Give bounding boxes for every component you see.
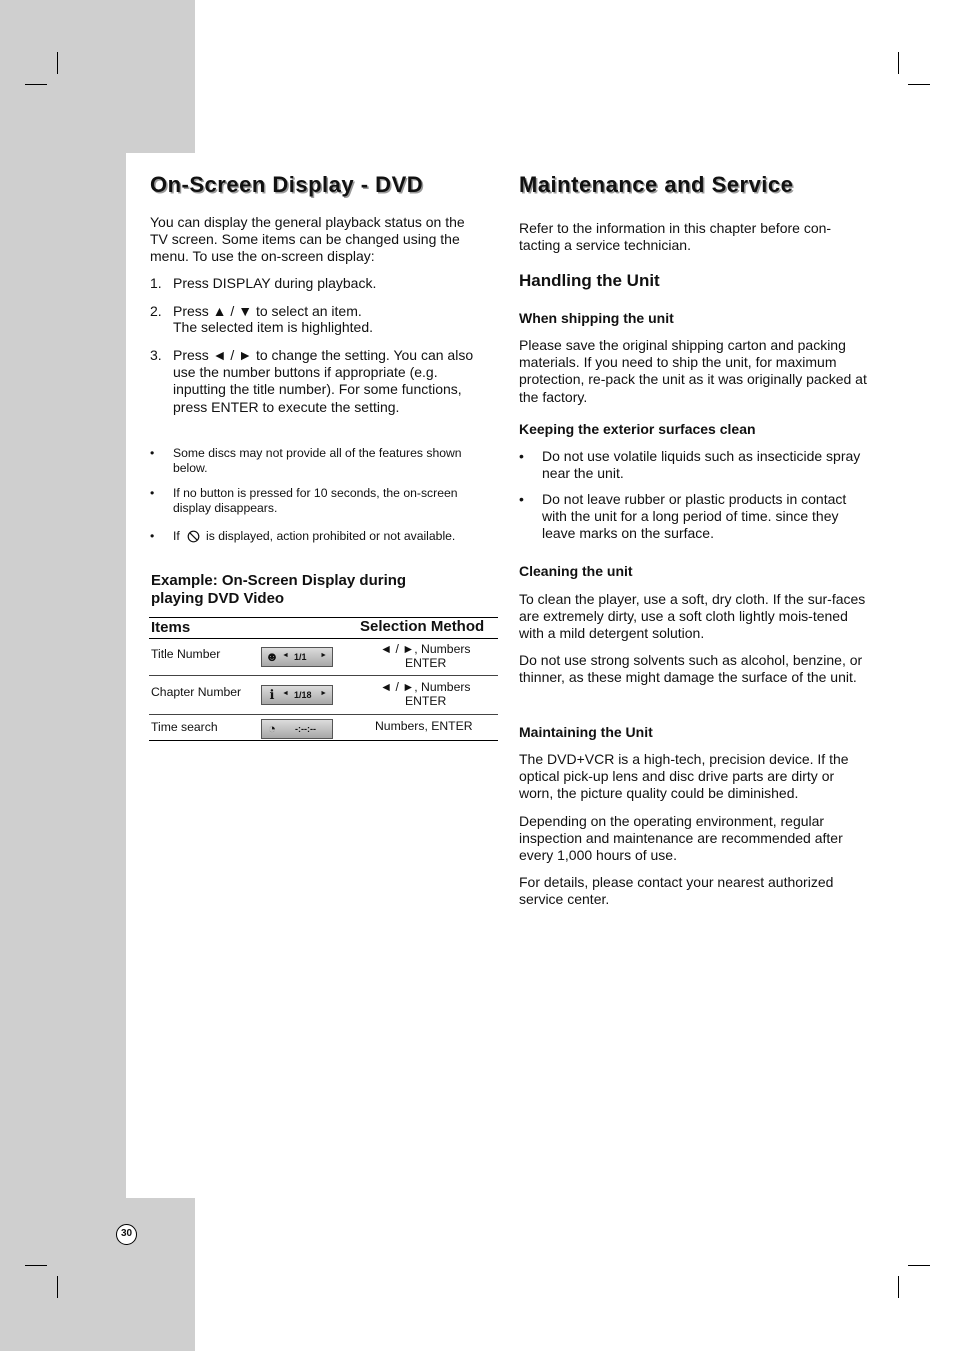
arrow-left-icon: ◄ — [282, 690, 289, 697]
cleaning-title: Cleaning the unit — [519, 563, 633, 579]
step-text: Press ◄ / ► to change the setting. You can also use the number buttons if appropriate (e.g. inputting the title number). For some functions, press ENTER to execute the setting. — [173, 347, 474, 415]
crop-mark — [25, 1265, 47, 1266]
maintaining-title: Maintaining the Unit — [519, 724, 653, 740]
crop-mark — [898, 1276, 899, 1298]
table-item: Chapter Number — [151, 685, 242, 699]
maintaining-text: The DVD+VCR is a high-tech, precision device. If the optical pick-up lens and disc drive parts are dirty or worn, the picture quality could be diminished. — [519, 751, 849, 802]
crop-mark — [898, 52, 899, 74]
note-text: Some discs may not provide all of the features shown below. — [173, 446, 462, 475]
page-number: 30 — [116, 1224, 137, 1245]
maintaining-text: Depending on the operating environment, regular inspection and maintenance are recommended after every 1,000 hours of use. — [519, 813, 843, 864]
prohibited-icon — [187, 530, 200, 543]
crop-mark — [908, 84, 930, 85]
note-bullet: • — [150, 529, 155, 543]
page-margin-left — [0, 153, 126, 1198]
page-margin-bottom — [0, 1198, 195, 1351]
note-prefix: If — [173, 529, 180, 543]
col-header-method: Selection Method — [360, 618, 485, 635]
osd-title-display — [261, 647, 333, 667]
osd-value: 1/1 — [294, 652, 307, 662]
note-text: If no button is pressed for 10 seconds, the on-screen display disappears. — [173, 486, 458, 515]
note-bullet: • — [150, 446, 155, 460]
table-rule — [149, 740, 498, 741]
col-header-items: Items — [151, 619, 191, 636]
title-icon: ☻ — [265, 649, 279, 664]
osd-chapter-display — [261, 685, 333, 705]
table-item: Time search — [151, 720, 218, 734]
osd-time-display — [261, 719, 333, 739]
table-rule — [149, 638, 498, 639]
step-subtext: The selected item is highlighted. — [173, 319, 373, 335]
exterior-bullet: • — [519, 448, 524, 464]
table-method: Numbers, ENTER — [375, 719, 473, 733]
crop-mark — [57, 1276, 58, 1298]
example-title: Example: On-Screen Display during playing DVD Video — [151, 572, 407, 607]
maintenance-intro: Refer to the information in this chapter before con-tacting a service technician. — [519, 220, 832, 254]
osd-value: -:--:-- — [295, 724, 316, 734]
table-rule — [149, 675, 498, 676]
arrow-left-icon: ◄ — [282, 652, 289, 659]
clock-icon: ◔ — [268, 721, 276, 736]
shipping-title: When shipping the unit — [519, 310, 674, 326]
table-item: Title Number — [151, 647, 221, 661]
table-method: ENTER — [405, 694, 447, 708]
maintenance-section-title: Maintenance and Service — [519, 172, 794, 197]
shipping-text: Please save the original shipping carton and packing materials. If you need to ship the unit, for maximum protection, re-pack the unit as it was originally packed at the factory. — [519, 337, 867, 405]
step-text: Press DISPLAY during playback. — [173, 275, 377, 291]
arrow-right-icon: ► — [320, 652, 327, 659]
handling-heading: Handling the Unit — [519, 271, 660, 290]
step-number: 2. — [150, 303, 162, 319]
chapter-icon: ℹ — [269, 687, 275, 702]
maintaining-text: For details, please contact your nearest authorized service center. — [519, 874, 834, 908]
osd-section-title: On-Screen Display - DVD — [150, 172, 424, 197]
step-number: 1. — [150, 275, 162, 291]
exterior-text: Do not leave rubber or plastic products in contact with the unit for a long period of time. since they leave marks on the surface. — [542, 491, 847, 542]
osd-value: 1/18 — [294, 690, 312, 700]
step-number: 3. — [150, 347, 162, 363]
crop-mark — [57, 52, 58, 74]
crop-mark — [25, 84, 47, 85]
step-text: Press ▲ / ▼ to select an item. — [173, 303, 362, 319]
crop-mark — [908, 1265, 930, 1266]
table-method: ENTER — [405, 656, 447, 670]
page-margin-top — [0, 0, 195, 153]
osd-intro: You can display the general playback status on the TV screen. Some items can be changed using the menu. To use the on-screen display: — [150, 214, 465, 265]
cleaning-text: To clean the player, use a soft, dry cloth. If the sur-faces are extremely dirty, use a soft cloth lightly mois-tened with a mild detergent solution. — [519, 591, 866, 642]
arrow-right-icon: ► — [320, 690, 327, 697]
exterior-text: Do not use volatile liquids such as insecticide spray near the unit. — [542, 448, 861, 482]
exterior-bullet: • — [519, 491, 524, 507]
table-method: ◄ / ►, Numbers — [380, 642, 471, 656]
table-method: ◄ / ►, Numbers — [380, 680, 471, 694]
table-rule — [149, 714, 498, 715]
cleaning-text: Do not use strong solvents such as alcohol, benzine, or thinner, as these might damage the surface of the unit. — [519, 652, 863, 686]
note-text: is displayed, action prohibited or not available. — [206, 529, 456, 543]
note-bullet: • — [150, 486, 155, 500]
exterior-title: Keeping the exterior surfaces clean — [519, 421, 756, 437]
